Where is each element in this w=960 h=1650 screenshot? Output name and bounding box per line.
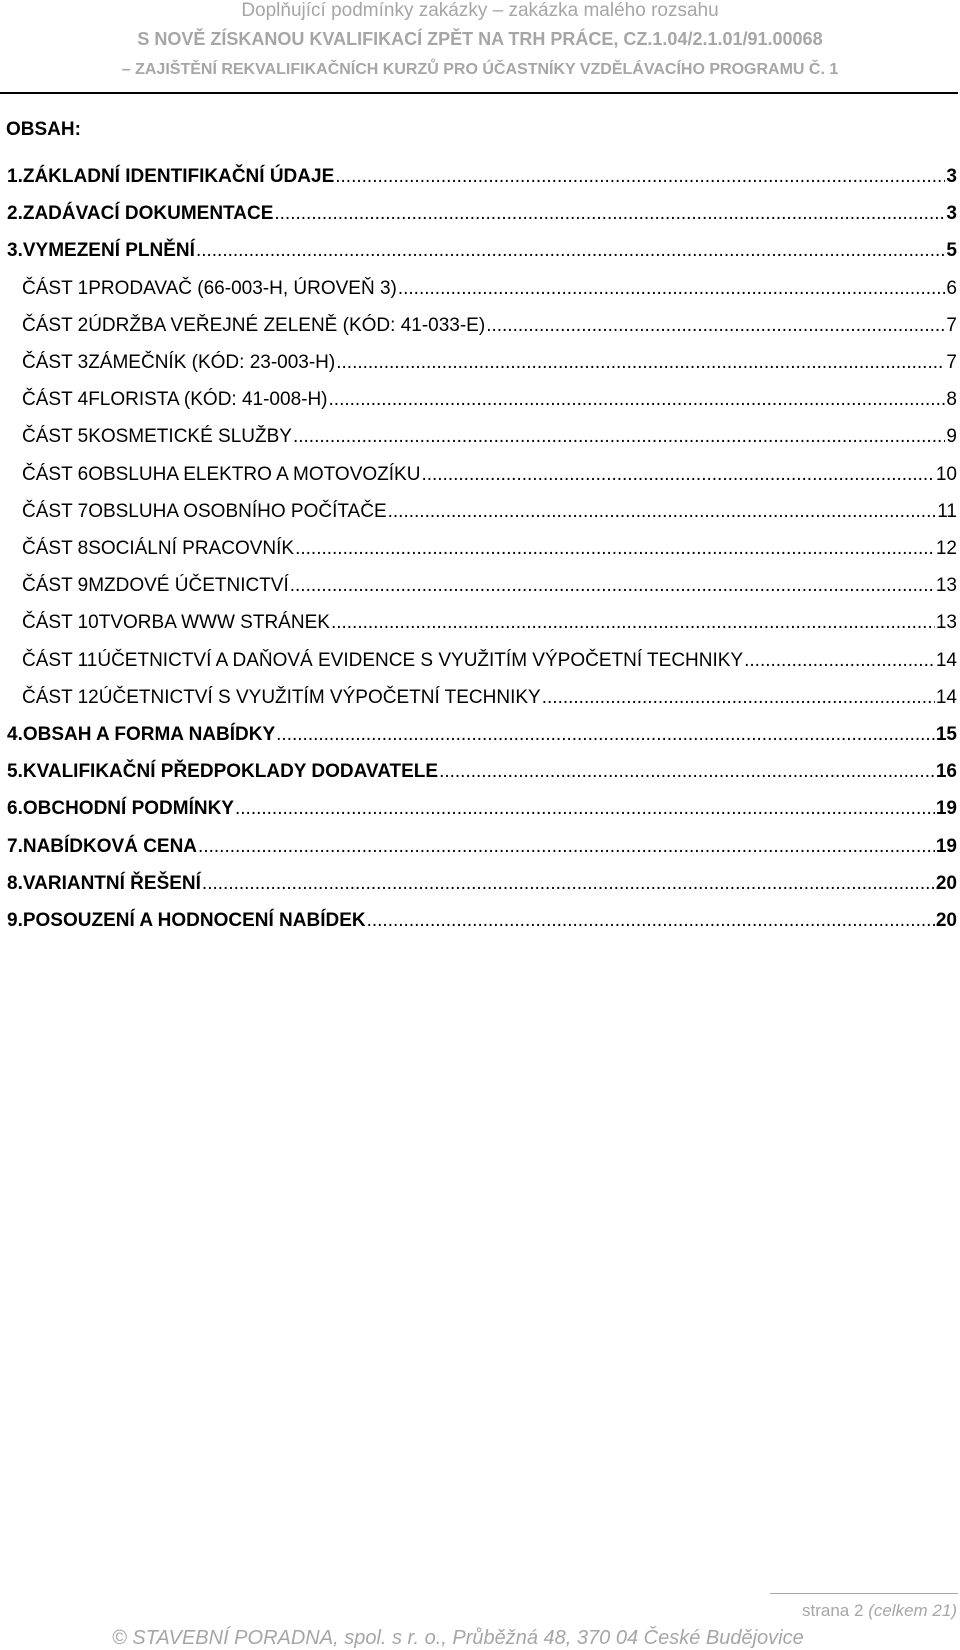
toc-dot-leader — [196, 240, 945, 262]
toc-dot-leader — [744, 650, 935, 672]
toc-entry-text: OBSLUHA ELEKTRO A MOTOVOZÍKU — [88, 464, 421, 485]
toc-entry[interactable] — [22, 464, 957, 488]
toc-entry[interactable] — [22, 538, 957, 562]
toc-entry[interactable] — [22, 687, 957, 711]
toc-dot-leader — [336, 352, 945, 374]
toc-entry-page: 7 — [946, 352, 957, 373]
toc-entry-part: ČÁST 9 — [22, 575, 89, 596]
toc-dot-leader — [198, 836, 935, 858]
toc-dot-leader — [542, 687, 935, 709]
toc-entry-number: 5. — [7, 761, 23, 782]
toc-entry-text: ÚČETNICTVÍ S VYUŽITÍM VÝPOČETNÍ TECHNIKY — [98, 687, 541, 708]
toc-entry[interactable] — [7, 203, 957, 227]
toc-entry[interactable] — [7, 240, 957, 264]
toc-entry[interactable] — [22, 315, 957, 339]
toc-dot-leader — [290, 575, 935, 597]
toc-entry-page: 6 — [946, 278, 957, 299]
toc-dot-leader — [421, 464, 934, 486]
toc-entry-text: OBCHODNÍ PODMÍNKY — [22, 798, 234, 819]
toc-entry-part: ČÁST 6 — [22, 464, 89, 485]
toc-entry-part: ČÁST 11 — [22, 650, 98, 671]
header-subtitle: Doplňující podmínky zakázky – zakázka malého rozsahu — [241, 0, 719, 21]
toc-dot-leader — [329, 389, 946, 411]
toc-entry[interactable] — [22, 575, 957, 599]
toc-entry[interactable] — [22, 612, 957, 636]
toc-entry-part: ČÁST 2 — [22, 315, 89, 336]
toc-dot-leader — [276, 724, 935, 746]
toc-entry-text: OBSAH A FORMA NABÍDKY — [22, 724, 276, 745]
toc-entry-part: ČÁST 7 — [22, 501, 89, 522]
toc-dot-leader — [331, 612, 935, 634]
toc-entry-page: 14 — [935, 650, 957, 671]
toc-entry-text: ZÁMEČNÍK (KÓD: 23-003-H) — [88, 352, 336, 373]
toc-entry-page: 7 — [946, 315, 957, 336]
toc-entry[interactable] — [7, 910, 957, 934]
header-project-title: S NOVĚ ZÍSKANOU KVALIFIKACÍ ZPĚT NA TRH PRÁCE, CZ.1.04/2.1.01/91.00068 — [137, 29, 823, 49]
toc-entry-text: PRODAVAČ (66-003-H, ÚROVEŇ 3) — [88, 278, 397, 299]
toc-entry-text: ÚDRŽBA VEŘEJNÉ ZELENĚ (KÓD: 41-033-E) — [88, 315, 486, 336]
toc-entry-number: 7. — [7, 836, 23, 857]
footer-page-number — [802, 1600, 957, 1622]
toc-entry-text: VARIANTNÍ ŘEŠENÍ — [22, 873, 201, 894]
toc-entry-text: OBSLUHA OSOBNÍHO POČÍTAČE — [88, 501, 387, 522]
toc-entry-page: 12 — [935, 538, 957, 559]
toc-entry[interactable] — [22, 278, 957, 302]
footer-company: © STAVEBNÍ PORADNA, spol. s r. o., Průběžná 48, 370 04 České Budějovice — [112, 1627, 804, 1649]
toc-entry-part: ČÁST 1 — [22, 278, 89, 299]
toc-entry-part: ČÁST 4 — [22, 389, 89, 410]
page-label: strana 2 — [802, 1601, 864, 1620]
toc-entry-text: POSOUZENÍ A HODNOCENÍ NABÍDEK — [22, 910, 366, 931]
toc-entry-number: 1. — [7, 166, 23, 187]
toc-entry-text: SOCIÁLNÍ PRACOVNÍK — [88, 538, 295, 559]
toc-title: OBSAH: — [6, 119, 81, 140]
toc-dot-leader — [439, 761, 935, 783]
toc-dot-leader — [202, 873, 935, 895]
toc-entry[interactable] — [7, 761, 957, 785]
toc-entry-page: 9 — [946, 426, 957, 447]
toc-dot-leader — [293, 426, 945, 448]
toc-entry-page: 13 — [935, 575, 957, 596]
toc-entry-page: 14 — [935, 687, 957, 708]
toc-entry[interactable] — [22, 389, 957, 413]
toc-dot-leader — [398, 278, 946, 300]
toc-entry-number: 2. — [7, 203, 23, 224]
toc-entry-part: ČÁST 12 — [22, 687, 99, 708]
toc-entry-page: 15 — [935, 724, 957, 745]
toc-entry-page: 16 — [935, 761, 957, 782]
toc-entry-part: ČÁST 5 — [22, 426, 89, 447]
toc-dot-leader — [388, 501, 937, 523]
toc-entry[interactable] — [7, 798, 957, 822]
toc-entry[interactable] — [22, 426, 957, 450]
toc-entry[interactable] — [22, 650, 957, 674]
toc-entry-page: 19 — [935, 798, 957, 819]
toc-entry-text: ÚČETNICTVÍ A DAŇOVÁ EVIDENCE S VYUŽITÍM VÝPOČETNÍ TECHNIKY — [97, 650, 744, 671]
toc-dot-leader — [335, 166, 945, 188]
toc-entry-text: KOSMETICKÉ SLUŽBY — [88, 426, 292, 447]
toc-entry-page: 20 — [935, 910, 957, 931]
toc-dot-leader — [295, 538, 935, 560]
toc-entry-part: ČÁST 8 — [22, 538, 89, 559]
toc-entry-page: 11 — [937, 501, 957, 522]
toc-entry-text: ZADÁVACÍ DOKUMENTACE — [22, 203, 274, 224]
toc-entry-page: 13 — [935, 612, 957, 633]
toc-entry-text: TVORBA WWW STRÁNEK — [98, 612, 330, 633]
toc-dot-leader — [486, 315, 945, 337]
toc-entry[interactable] — [7, 724, 957, 748]
toc-entry-number: 8. — [7, 873, 23, 894]
toc-entry-page: 19 — [935, 836, 957, 857]
toc-entry-text: VYMEZENÍ PLNĚNÍ — [22, 240, 195, 261]
footer-divider — [770, 1593, 958, 1594]
header-project-detail: – ZAJIŠTĚNÍ REKVALIFIKAČNÍCH KURZŮ PRO ÚČASTNÍKY VZDĚLÁVACÍHO PROGRAMU Č. 1 — [121, 61, 839, 78]
toc-entry[interactable] — [7, 836, 957, 860]
toc-entry-text: FLORISTA (KÓD: 41-008-H) — [88, 389, 328, 410]
toc-entry-text: NABÍDKOVÁ CENA — [22, 836, 198, 857]
toc-entry-page: 3 — [946, 166, 957, 187]
toc-entry[interactable] — [7, 873, 957, 897]
toc-entry-page: 8 — [946, 389, 957, 410]
toc-entry-part: ČÁST 10 — [22, 612, 99, 633]
toc-entry-page: 20 — [935, 873, 957, 894]
page-total: (celkem 21) — [868, 1601, 957, 1620]
toc-dot-leader — [274, 203, 945, 225]
header-divider — [0, 92, 958, 94]
toc-entry-page: 10 — [935, 464, 957, 485]
toc-entry-page: 5 — [946, 240, 957, 261]
toc-entry-part: ČÁST 3 — [22, 352, 89, 373]
toc-dot-leader — [235, 798, 935, 820]
toc-entry-text: ZÁKLADNÍ IDENTIFIKAČNÍ ÚDAJE — [22, 166, 335, 187]
toc-entry[interactable] — [7, 166, 957, 190]
toc-entry-number: 4. — [7, 724, 23, 745]
toc-entry[interactable] — [22, 501, 957, 525]
toc-dot-leader — [367, 910, 935, 932]
toc-entry-text: MZDOVÉ ÚČETNICTVÍ — [88, 575, 289, 596]
toc-entry-page: 3 — [946, 203, 957, 224]
toc-entry[interactable] — [22, 352, 957, 376]
toc-entry-text: KVALIFIKAČNÍ PŘEDPOKLADY DODAVATELE — [22, 761, 439, 782]
toc-entry-number: 6. — [7, 798, 23, 819]
toc-entry-number: 9. — [7, 910, 23, 931]
toc-entry-number: 3. — [7, 240, 23, 261]
